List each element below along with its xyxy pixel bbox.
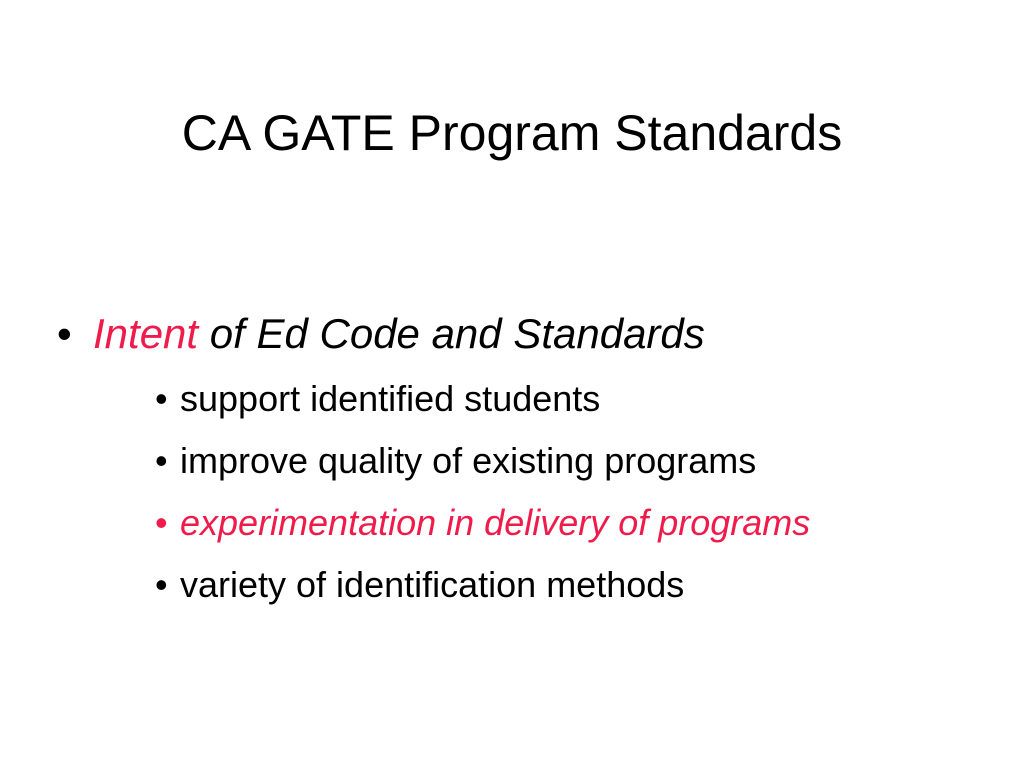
sub-bullet-item [155, 377, 810, 420]
bullet-dot: • [57, 310, 72, 357]
sub-bullet-list [155, 377, 810, 625]
intent-highlight: Intent [93, 310, 199, 357]
sub-bullet-item-highlighted [155, 501, 810, 544]
main-bullet [57, 305, 705, 363]
bullet-dot: • [155, 378, 168, 419]
sub-bullet-text: improve quality of existing programs [180, 440, 757, 481]
sub-bullet-text: variety of identification methods [180, 564, 685, 605]
slide-title: CA GATE Program Standards [181, 105, 843, 161]
sub-bullet-text: support identified students [180, 378, 601, 419]
sub-bullet-item [155, 439, 810, 482]
bullet-dot: • [155, 564, 168, 605]
main-bullet-text: of Ed Code and Standards [198, 310, 705, 357]
sub-bullet-text: experimentation in delivery of programs [180, 502, 811, 543]
bullet-dot: • [155, 440, 168, 481]
bullet-dot: • [155, 502, 168, 543]
sub-bullet-item [155, 563, 810, 606]
